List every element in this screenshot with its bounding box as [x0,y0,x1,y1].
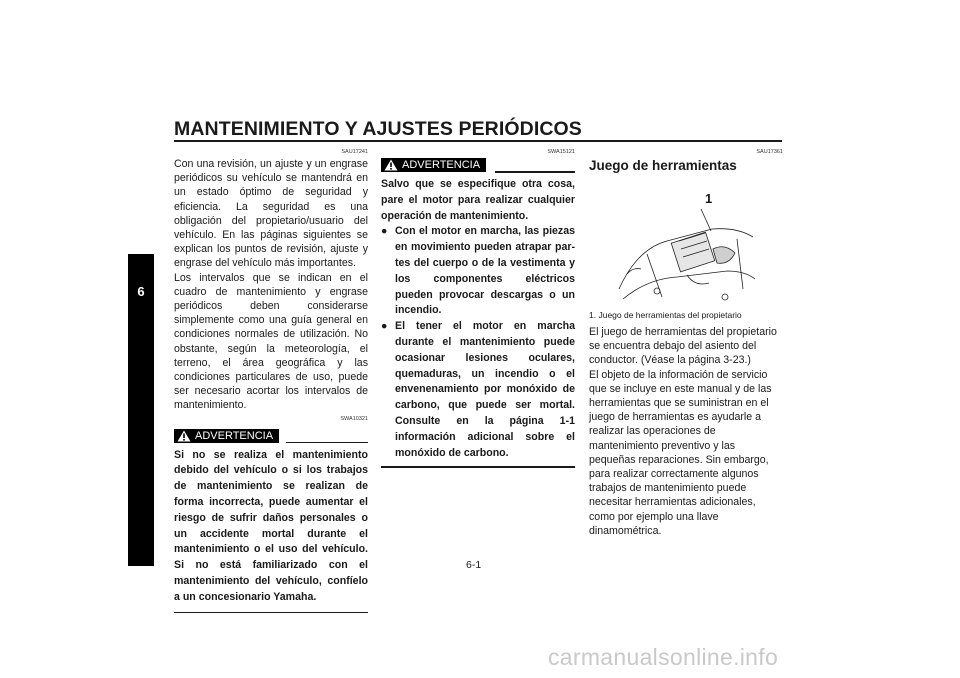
page-number: 6-1 [466,559,482,571]
warning-label [381,158,486,172]
purpose-paragraph: El objeto de la información de servicio que se incluye en este manual y de las herramientas que se suministran en el juego de herramientas es ayudarle a realizar las operaciones de mantenimiento preventivo y las pequeñas reparaciones. Sin embargo, para realizar correctamente algunos trabajos de mantenimiento puede necesitar herramientas adicionales, como por ejemplo una llave dinamométrica. [589,368,772,537]
warning-header [174,426,368,448]
column-2 [381,148,575,468]
column-1 [174,148,368,613]
bullet-text: El tener el motor en marcha durante el mantenimiento puede ocasionar lesiones oculares, quemaduras, un incendio o el envenenamiento por monóxido de carbono, que puede ser mortal. Consulte en la página 1-1 información adicional sobre el monóxido de carbono. [395,320,575,459]
warning-header-rule [286,442,368,444]
caption-text: Juego de herramientas del propietario [598,310,742,320]
warning-bullet [381,319,575,461]
figure-caption [589,309,783,321]
bullet-text: Con el motor en marcha, las piezas en movimiento pueden atrapar partes del cuerpo o de la vestimenta y los componentes eléctricos pueden provocar descargas o un incendio. [395,225,575,317]
warning-intro: Salvo que se especifique otra cosa, pare el motor para realizar cualquier operación de mantenimiento. [381,178,575,222]
column-3 [589,148,783,538]
section-heading: Juego de herramientas [589,158,737,173]
section-code: SAU17361 [756,149,783,155]
toolkit-illustration [617,179,757,309]
caption-number: 1. [589,310,597,320]
intervals-paragraph: Los intervalos que se indican en el cuadro de mantenimiento y engrase periódicos deben considerarse simplemente como una guía general en condiciones normales de utilización. No obstante, según la meteorología, el terreno, el área geográfica y las condiciones particulares de uso, puede ser necesario acortar los intervalos de mantenimiento. [174,271,368,412]
warning-end-rule [381,466,575,468]
warning-label-text: ADVERTENCIA [195,429,274,442]
warning-code: SWA15121 [547,149,575,155]
watermark: carmanualsonline.info [548,644,779,670]
figure-callout: 1 [705,191,713,206]
title-rule [174,140,782,142]
intro-paragraph: Con una revisión, un ajuste y un engrase periódicos su vehículo se mantendrá en un estado óptimo de seguridad y eficiencia. La seguridad es una obligación del propietario/usuario del vehículo. En las páginas siguientes se explican los puntos de revisión, ajuste y engrase del vehículo más importantes. [174,158,368,270]
bullet-icon: ● [381,320,388,333]
warning-label-text: ADVERTENCIA [402,159,481,171]
warning-code: SWA10321 [340,415,368,422]
warning-header [381,155,575,177]
warning-triangle-icon [177,430,191,442]
section-code: SAU17241 [341,149,368,155]
warning-triangle-icon [384,159,398,171]
page-title: MANTENIMIENTO Y AJUSTES PERIÓDICOS [174,118,582,140]
warning-bullet [381,224,575,319]
bullet-icon: ● [381,225,388,238]
warning-end-rule [174,612,368,614]
chapter-number: 6 [137,284,145,299]
warning-header-rule [495,171,575,173]
toolkit-figure [617,179,757,309]
warning-label [174,429,279,443]
location-paragraph: El juego de herramientas del propietario se encuentra debajo del asiento del conductor. (Véase la página 3-23.) [589,326,777,367]
chapter-tab [128,254,154,566]
warning-text: Si no se realiza el mantenimiento debido del vehículo o si los trabajos de mantenimiento se realizan de forma incorrecta, puede aumentar el riesgo de sufrir daños personales o un accidente mortal durante el mantenimiento o el uso del vehículo. Si no está familiarizado con el mantenimiento del vehículo, confíelo a un concesionario Yamaha. [174,448,368,603]
